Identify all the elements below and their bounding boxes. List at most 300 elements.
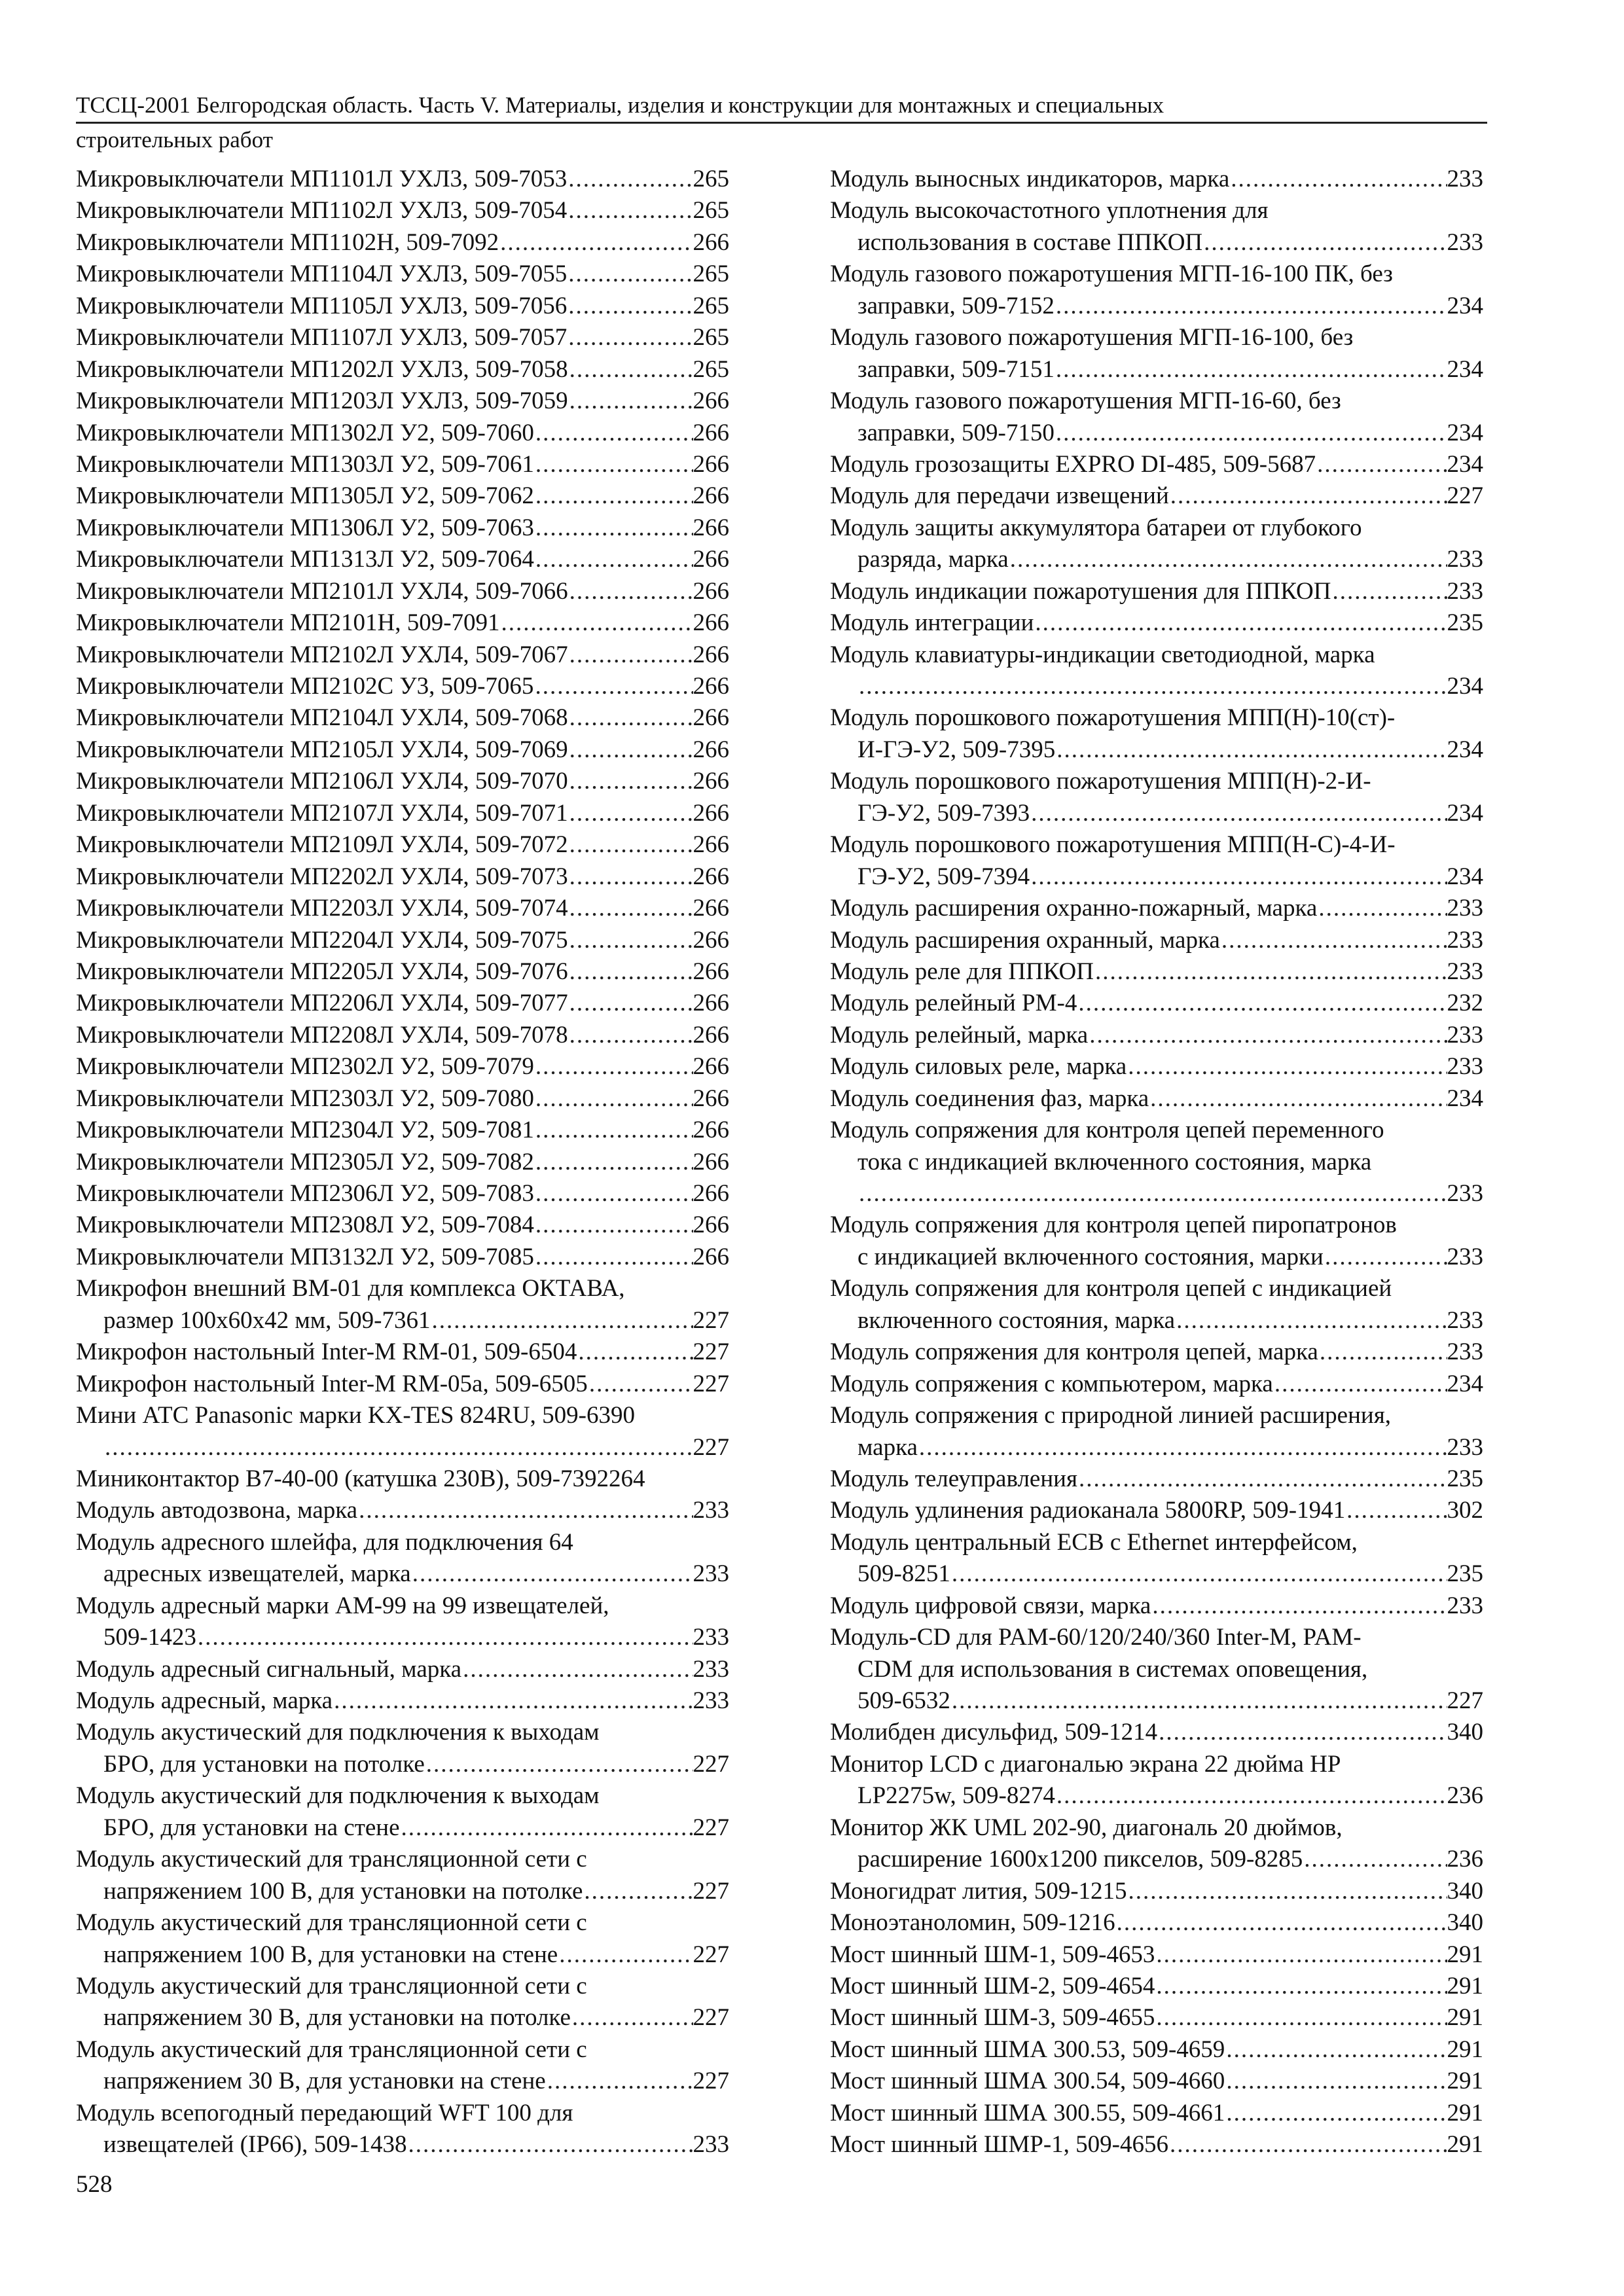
index-entry-row: [830, 576, 1483, 607]
index-entry-text: включенного состояния, марка: [857, 1306, 1176, 1334]
index-entry-row: [76, 1749, 729, 1780]
index-entry-page: 233: [1447, 1338, 1483, 1366]
index-entry-text: Модуль реле для ППКОП: [830, 958, 1094, 985]
index-entry: [830, 607, 1483, 639]
index-entry-row: [830, 1780, 1483, 1812]
dot-leader: [568, 829, 693, 861]
index-entry: [830, 1939, 1483, 1971]
index-entry-row: [830, 1432, 1483, 1463]
index-entry-page: 234: [1447, 1370, 1483, 1397]
dot-leader: [857, 1178, 1447, 1210]
index-entry-text: Модуль акустический для трансляционной сети с: [76, 2036, 587, 2063]
index-entry-text: напряжением 30 В, для установки на потолке: [103, 2004, 571, 2032]
dot-leader: [568, 861, 693, 893]
index-entry-page: 266: [693, 831, 729, 859]
index-entry: [830, 576, 1483, 607]
index-entry-row: [830, 1907, 1483, 1939]
index-entry-page: 236: [1447, 1782, 1483, 1810]
index-entry-page: 265: [693, 260, 729, 288]
index-entry: [76, 1020, 729, 1051]
index-entry-text: марка: [857, 1433, 918, 1461]
index-entry-text: Модуль акустический для трансляционной сети с: [76, 1846, 587, 1873]
index-entry-text: Модуль-CD для PAM-60/120/240/360 Inter-M, PAM-: [830, 1624, 1362, 1651]
index-entry-page: 233: [1447, 1433, 1483, 1461]
index-entry-row: [830, 2066, 1483, 2097]
index-entry: [830, 766, 1483, 829]
index-entry-text: Модуль акустический для трансляционной сети с: [76, 1909, 587, 1937]
dot-leader: [918, 1432, 1447, 1463]
index-entry: [76, 418, 729, 449]
index-entry-row: [76, 893, 729, 924]
index-entry-text: Модуль газового пожаротушения МГП-16-100, без: [830, 324, 1354, 351]
index-entry-row: [830, 893, 1483, 924]
index-entry-row: [76, 766, 729, 797]
index-entry-text: Монитор LCD с диагональю экрана 22 дюйма HP: [830, 1750, 1341, 1778]
index-entry-page: 233: [1447, 1021, 1483, 1049]
index-entry-text: с индикацией включенного состояния, марки: [857, 1243, 1324, 1270]
index-entry-page: 291: [1447, 1972, 1483, 2000]
index-entry-page: 266: [693, 768, 729, 795]
index-entry-page: 234: [1447, 736, 1483, 763]
index-entry-row: [76, 734, 729, 766]
index-entry-page: 266: [693, 863, 729, 890]
index-entry-row: [830, 227, 1483, 259]
index-entry-page: 291: [1447, 2068, 1483, 2095]
dot-leader: [568, 956, 693, 988]
index-entry: [76, 386, 729, 417]
index-entry: [830, 1590, 1483, 1622]
index-entry-text: Модуль грозозащиты EXPRO DI-485, 509-5687: [830, 450, 1316, 478]
index-entry: [76, 1369, 729, 1400]
index-entry-page: 233: [693, 1560, 729, 1588]
index-entry-row: [830, 1844, 1483, 1875]
index-entry-text: Микровыключатели МП1302Л У2, 509-7060: [76, 419, 534, 446]
index-entry-page: 233: [1447, 1592, 1483, 1619]
index-entry-page: 265: [693, 324, 729, 351]
index-entry: [830, 2002, 1483, 2034]
dot-leader: [1155, 2002, 1447, 2034]
index-entry-text: 509-1423: [103, 1624, 196, 1651]
index-entry: [76, 1971, 729, 2034]
index-entry-page: 227: [693, 1306, 729, 1334]
index-entry: [76, 164, 729, 195]
index-entry-text: Мост шинный ШМА 300.53, 509-4659: [830, 2036, 1225, 2063]
index-entry-row: [76, 2066, 729, 2097]
index-entry-page: 233: [1447, 166, 1483, 192]
index-entry-row: [830, 988, 1483, 1019]
index-entry: [830, 2129, 1483, 2161]
dot-leader: [1303, 1844, 1447, 1875]
index-entry: [830, 1273, 1483, 1336]
index-entry-page: 291: [1447, 1941, 1483, 1968]
index-column-left: [76, 164, 729, 2161]
index-entry: [830, 1876, 1483, 1907]
index-entry-row: [76, 1305, 729, 1336]
index-entry: [76, 925, 729, 956]
index-entry: [76, 354, 729, 386]
index-entry-text: Модуль для передачи извещений: [830, 482, 1169, 510]
dot-leader: [357, 1495, 693, 1526]
index-entry: [76, 322, 729, 353]
index-entry-page: 265: [693, 355, 729, 383]
index-entry-page: 266: [693, 387, 729, 415]
index-entry-page: 233: [1447, 228, 1483, 256]
index-entry-page: 266: [693, 419, 729, 446]
dot-leader: [950, 1685, 1447, 1717]
index-entry: [830, 1210, 1483, 1273]
index-entry-text: Микровыключатели МП2101Н, 509-7091: [76, 609, 500, 637]
dot-leader: [1115, 1907, 1447, 1939]
index-entry-row: [830, 734, 1483, 766]
index-entry-text: Микровыключатели МП1202Л УХЛ3, 509-7058: [76, 355, 568, 383]
index-entry: [76, 1115, 729, 1146]
index-entry-row: [830, 607, 1483, 639]
index-entry-text: Модуль сопряжения для контроля цепей пиропатронов: [830, 1211, 1397, 1239]
index-entry-text: Модуль цифровой связи, марка: [830, 1592, 1151, 1619]
dot-leader: [1030, 798, 1447, 829]
dot-leader: [568, 576, 693, 607]
index-entry-page: 233: [1447, 958, 1483, 985]
dot-leader: [1157, 1717, 1447, 1748]
index-entry-page: 266: [693, 641, 729, 668]
index-entry-row: [76, 227, 729, 259]
index-entry: [830, 259, 1483, 322]
dot-leader: [1030, 861, 1447, 893]
dot-leader: [577, 1336, 693, 1368]
index-entry: [76, 259, 729, 290]
index-entry: [76, 291, 729, 322]
index-entry-row: [830, 1051, 1483, 1083]
index-entry-text: Модуль порошкового пожаротушения МПП(Н)-2-И-: [830, 768, 1371, 795]
index-entry-text: заправки, 509-7150: [857, 419, 1055, 446]
index-entry-page: 234: [1447, 799, 1483, 827]
index-entry: [76, 512, 729, 544]
index-entry: [76, 1907, 729, 1971]
index-entry-text: Модуль сопряжения для контроля цепей с индикацией: [830, 1275, 1392, 1302]
index-entry-page: 227: [1447, 1687, 1483, 1714]
index-entry-row: [830, 544, 1483, 575]
index-entry-row: [76, 1369, 729, 1400]
index-entry-text: использования в составе ППКОП: [857, 228, 1203, 256]
index-entry-text: напряжением 30 В, для установки на стене: [103, 2068, 546, 2095]
dot-leader: [568, 766, 693, 797]
index-entry-row: [76, 2002, 729, 2034]
index-entry-row: [830, 449, 1483, 480]
index-entry-page: 236: [1447, 1846, 1483, 1873]
index-entry-text: Микровыключатели МП2107Л УХЛ4, 509-7071: [76, 799, 568, 827]
index-entry: [830, 829, 1483, 893]
dot-leader: [568, 354, 693, 386]
index-entry-text: Микрофон настольный Inter-M RM-01, 509-6504: [76, 1338, 577, 1366]
dot-leader: [333, 1685, 693, 1717]
index-entry-text: 509-8251: [857, 1560, 950, 1588]
dot-leader: [1055, 1780, 1447, 1812]
index-entry-row: [76, 1876, 729, 1907]
index-entry: [76, 1273, 729, 1336]
index-entry-text: Микровыключатели МП1102Н, 509-7092: [76, 228, 499, 256]
index-entry-row: [76, 449, 729, 480]
index-entry-row: [830, 2002, 1483, 2034]
index-entry-row: [76, 1051, 729, 1083]
index-entry-text: Модуль автодозвона, марка: [76, 1497, 358, 1524]
index-entry-text: ГЭ-У2, 509-7394: [857, 863, 1030, 890]
dot-leader: [461, 1654, 693, 1685]
dot-leader: [1127, 1876, 1447, 1907]
index-entry-page: 302: [1447, 1497, 1483, 1524]
dot-leader: [1225, 2098, 1447, 2129]
index-entry: [76, 893, 729, 924]
index-entry-text: Модуль сопряжения для контроля цепей, марка: [830, 1338, 1318, 1366]
index-entry-row: [830, 1876, 1483, 1907]
dot-leader: [588, 1369, 693, 1400]
index-entry-page: 233: [693, 1624, 729, 1651]
dot-leader: [534, 1083, 693, 1115]
index-entry-page: 233: [1447, 926, 1483, 954]
index-entry-page: 234: [1447, 419, 1483, 446]
index-entry-text: Мост шинный ШМР-1, 509-4656: [830, 2131, 1168, 2159]
dot-leader: [431, 1305, 693, 1336]
index-entry-text: Модуль акустический для подключения к выходам: [76, 1782, 600, 1810]
index-entry-page: 266: [693, 799, 729, 827]
index-entry-text: Модуль сопряжения для контроля цепей переменного: [830, 1117, 1384, 1144]
index-entry-row: [76, 386, 729, 417]
index-entry-text: Модуль акустический для трансляционной сети с: [76, 1972, 587, 2000]
index-entry-row: [830, 671, 1483, 702]
index-entry-text: Микровыключатели МП1303Л У2, 509-7061: [76, 450, 534, 478]
index-entry-page: 227: [1447, 482, 1483, 510]
index-entry: [76, 576, 729, 607]
index-entry: [830, 1812, 1483, 1876]
index-entry-text: размер 100х60х42 мм, 509-7361: [103, 1306, 431, 1334]
index-entry-page: 266: [693, 736, 729, 763]
index-entry-text: Микровыключатели МП1313Л У2, 509-7064: [76, 546, 534, 573]
index-entry-page: 232: [1447, 990, 1483, 1017]
index-entry: [830, 1369, 1483, 1400]
index-entry-page: 227: [693, 2004, 729, 2032]
index-entry: [76, 449, 729, 480]
index-entry-row: [76, 829, 729, 861]
dot-leader: [568, 925, 693, 956]
dot-leader: [1077, 1463, 1447, 1495]
index-entry-row: [76, 607, 729, 639]
index-entry-page: 266: [693, 1243, 729, 1270]
dot-leader: [1220, 925, 1447, 956]
index-entry: [76, 2098, 729, 2161]
index-entry: [76, 956, 729, 988]
dot-leader: [534, 1210, 693, 1241]
index-entry-page: 234: [1447, 292, 1483, 319]
dot-leader: [1088, 1020, 1447, 1051]
index-entry-text: извещателей (IP66), 509-1438: [103, 2131, 407, 2159]
dot-leader: [533, 671, 693, 702]
index-entry-page: 227: [693, 1338, 729, 1366]
index-entry-text: Модуль клавиатуры-индикации светодиодной, марка: [830, 641, 1375, 668]
index-entry: [76, 671, 729, 702]
index-entry-text: Модуль соединения фаз, марка: [830, 1085, 1149, 1112]
index-entry: [76, 1590, 729, 1654]
index-entry-page: 234: [1447, 1085, 1483, 1112]
index-entry-text: Модуль порошкового пожаротушения МПП(Н-С)-4-И-: [830, 831, 1396, 859]
index-entry-row: [830, 956, 1483, 988]
index-entry-page: 266: [693, 482, 729, 510]
index-entry-row: [76, 1083, 729, 1115]
index-entry-row: [830, 1336, 1483, 1368]
index-entry: [830, 1083, 1483, 1115]
index-entry-page: 291: [1447, 2004, 1483, 2032]
index-entry-text: Мини АТС Panasonic марки KX-TES 824RU, 509-6390: [76, 1402, 635, 1429]
dot-leader: [568, 1020, 693, 1051]
index-entry-text: Микровыключатели МП2303Л У2, 509-7080: [76, 1085, 534, 1112]
index-entry-text: Мост шинный ШМА 300.54, 509-4660: [830, 2068, 1225, 2095]
index-entry-text: Микровыключатели МП2305Л У2, 509-7082: [76, 1148, 534, 1175]
index-entry: [830, 449, 1483, 480]
index-entry-page: 266: [693, 926, 729, 954]
index-entry-text: Микровыключатели МП3132Л У2, 509-7085: [76, 1243, 534, 1270]
index-entry-text: Модуль индикации пожаротушения для ППКОП: [830, 577, 1331, 605]
index-entry: [76, 861, 729, 893]
index-entry-text: Модуль адресного шлейфа, для подключения 64: [76, 1528, 573, 1556]
index-entry-text: заправки, 509-7151: [857, 355, 1055, 383]
index-entry-page: 340: [1447, 1719, 1483, 1746]
index-entry-row: [76, 956, 729, 988]
index-entry-text: Микровыключатели МП2105Л УХЛ4, 509-7069: [76, 736, 568, 763]
index-entry-row: [830, 1369, 1483, 1400]
dot-leader: [1225, 2066, 1447, 2097]
index-entry-page: 233: [1447, 1306, 1483, 1334]
index-entry: [830, 386, 1483, 449]
index-entry-page: 227: [693, 1814, 729, 1841]
dot-leader: [534, 418, 693, 449]
index-entry: [76, 1717, 729, 1780]
dot-leader: [534, 1147, 693, 1178]
index-entry: [76, 480, 729, 512]
index-entry-text: Микровыключатели МП2306Л У2, 509-7083: [76, 1180, 534, 1207]
index-entry: [830, 1749, 1483, 1812]
page-number: 528: [76, 2171, 113, 2198]
dot-leader: [1009, 544, 1447, 575]
index-entry-row: [830, 1590, 1483, 1622]
index-entry-row: [830, 418, 1483, 449]
index-entry: [830, 2034, 1483, 2066]
index-entry-text: Модуль газового пожаротушения МГП-16-100 ПК, без: [830, 260, 1393, 288]
index-entry-page: 266: [693, 609, 729, 637]
index-entry-page: 266: [693, 228, 729, 256]
index-entry-text: адресных извещателей, марка: [103, 1560, 411, 1588]
index-entry-page: 233: [693, 2131, 729, 2159]
index-entry-page: 266: [693, 958, 729, 985]
dot-leader: [568, 702, 693, 734]
index-entry: [830, 1400, 1483, 1463]
index-entry: [76, 195, 729, 226]
dot-leader: [1175, 1305, 1447, 1336]
index-entry-page: 233: [693, 1655, 729, 1683]
index-entry-text: Микровыключатели МП2109Л УХЛ4, 509-7072: [76, 831, 568, 859]
index-entry: [76, 1147, 729, 1178]
index-entry: [76, 1336, 729, 1368]
index-entry-text: Модуль всепогодный передающий WFT 100 для: [76, 2099, 573, 2126]
index-entry: [830, 1336, 1483, 1368]
index-entry-page: 233: [1447, 577, 1483, 605]
header-title-line: ТССЦ-2001 Белгородская область. Часть V. Материалы, изделия и конструкции для монтажных и специальных: [76, 89, 1487, 124]
index-entry-text: Микровыключатели МП2302Л У2, 509-7079: [76, 1053, 534, 1081]
dot-leader: [196, 1622, 693, 1653]
index-entry: [830, 2098, 1483, 2129]
index-entry-row: [830, 798, 1483, 829]
index-entry-page: 291: [1447, 2099, 1483, 2126]
index-entry-text: Модуль релейный, марка: [830, 1021, 1089, 1049]
index-entry: [76, 544, 729, 575]
index-entry: [76, 1400, 729, 1463]
index-entry-row: [76, 1336, 729, 1368]
index-entry-text: Мост шинный ШМ-2, 509-4654: [830, 1972, 1155, 2000]
dot-leader: [1345, 1495, 1447, 1526]
index-entry-page: 266: [693, 895, 729, 922]
index-entry: [830, 164, 1483, 195]
index-entry-page: 227: [693, 1877, 729, 1905]
dot-leader: [1318, 1336, 1447, 1368]
index-entry-page: 233: [1447, 1053, 1483, 1081]
index-entry-text: Мост шинный ШМА 300.55, 509-4661: [830, 2099, 1225, 2126]
index-entry: [76, 1178, 729, 1210]
index-entry-row: [830, 1939, 1483, 1971]
index-entry-row: [76, 988, 729, 1019]
dot-leader: [546, 2066, 693, 2097]
index-entry-page: 266: [693, 1085, 729, 1112]
index-entry-text: напряжением 100 В, для установки на стене: [103, 1941, 558, 1968]
dot-leader: [1077, 988, 1447, 1019]
index-entry-row: [830, 1242, 1483, 1273]
index-entry-row: [830, 1685, 1483, 1717]
index-entry-page: 234: [1447, 673, 1483, 700]
index-entry-text: Микровыключатели МП1104Л УХЛ3, 509-7055: [76, 260, 568, 288]
index-entry: [830, 1527, 1483, 1590]
dot-leader: [1324, 1242, 1447, 1273]
dot-leader: [568, 798, 693, 829]
index-entry-row: [830, 1463, 1483, 1495]
dot-leader: [1055, 291, 1447, 322]
dot-leader: [500, 607, 693, 639]
index-entry: [76, 766, 729, 797]
dot-leader: [1151, 1590, 1447, 1622]
index-entry-text: Микровыключатели МП1107Л УХЛ3, 509-7057: [76, 324, 568, 351]
dot-leader: [1094, 956, 1447, 988]
dot-leader: [567, 291, 693, 322]
index-entry-text: Модуль релейный РМ-4: [830, 990, 1077, 1017]
dot-leader: [534, 1115, 693, 1146]
index-entry-page: 266: [693, 1180, 729, 1207]
index-entry: [76, 1685, 729, 1717]
index-entry-text: 509-6532: [857, 1687, 950, 1714]
index-entry-text: БРО, для установки на стене: [103, 1814, 400, 1841]
index-entry-text: Модуль высокочастотного уплотнения для: [830, 197, 1269, 224]
index-entry: [76, 702, 729, 734]
index-entry-row: [76, 925, 729, 956]
index-entry-page: 266: [693, 704, 729, 732]
index-entry: [830, 322, 1483, 386]
index-entry-row: [76, 1115, 729, 1146]
index-entry-text: Микровыключатели МП2308Л У2, 509-7084: [76, 1211, 534, 1239]
index-entry-text: тока с индикацией включенного состояния, марка: [857, 1148, 1372, 1175]
index-entry-text: Модуль телеуправления: [830, 1465, 1077, 1492]
dot-leader: [568, 639, 693, 671]
dot-leader: [534, 1178, 693, 1210]
index-entry-text: Мост шинный ШМ-3, 509-4655: [830, 2004, 1155, 2032]
index-entry-text: Миниконтактор В7-40-00 (катушка 230В), 509-7392264: [76, 1465, 645, 1492]
index-entry-row: [830, 1178, 1483, 1210]
index-entry-row: [76, 164, 729, 195]
index-entry: [830, 480, 1483, 512]
index-entry: [76, 988, 729, 1019]
